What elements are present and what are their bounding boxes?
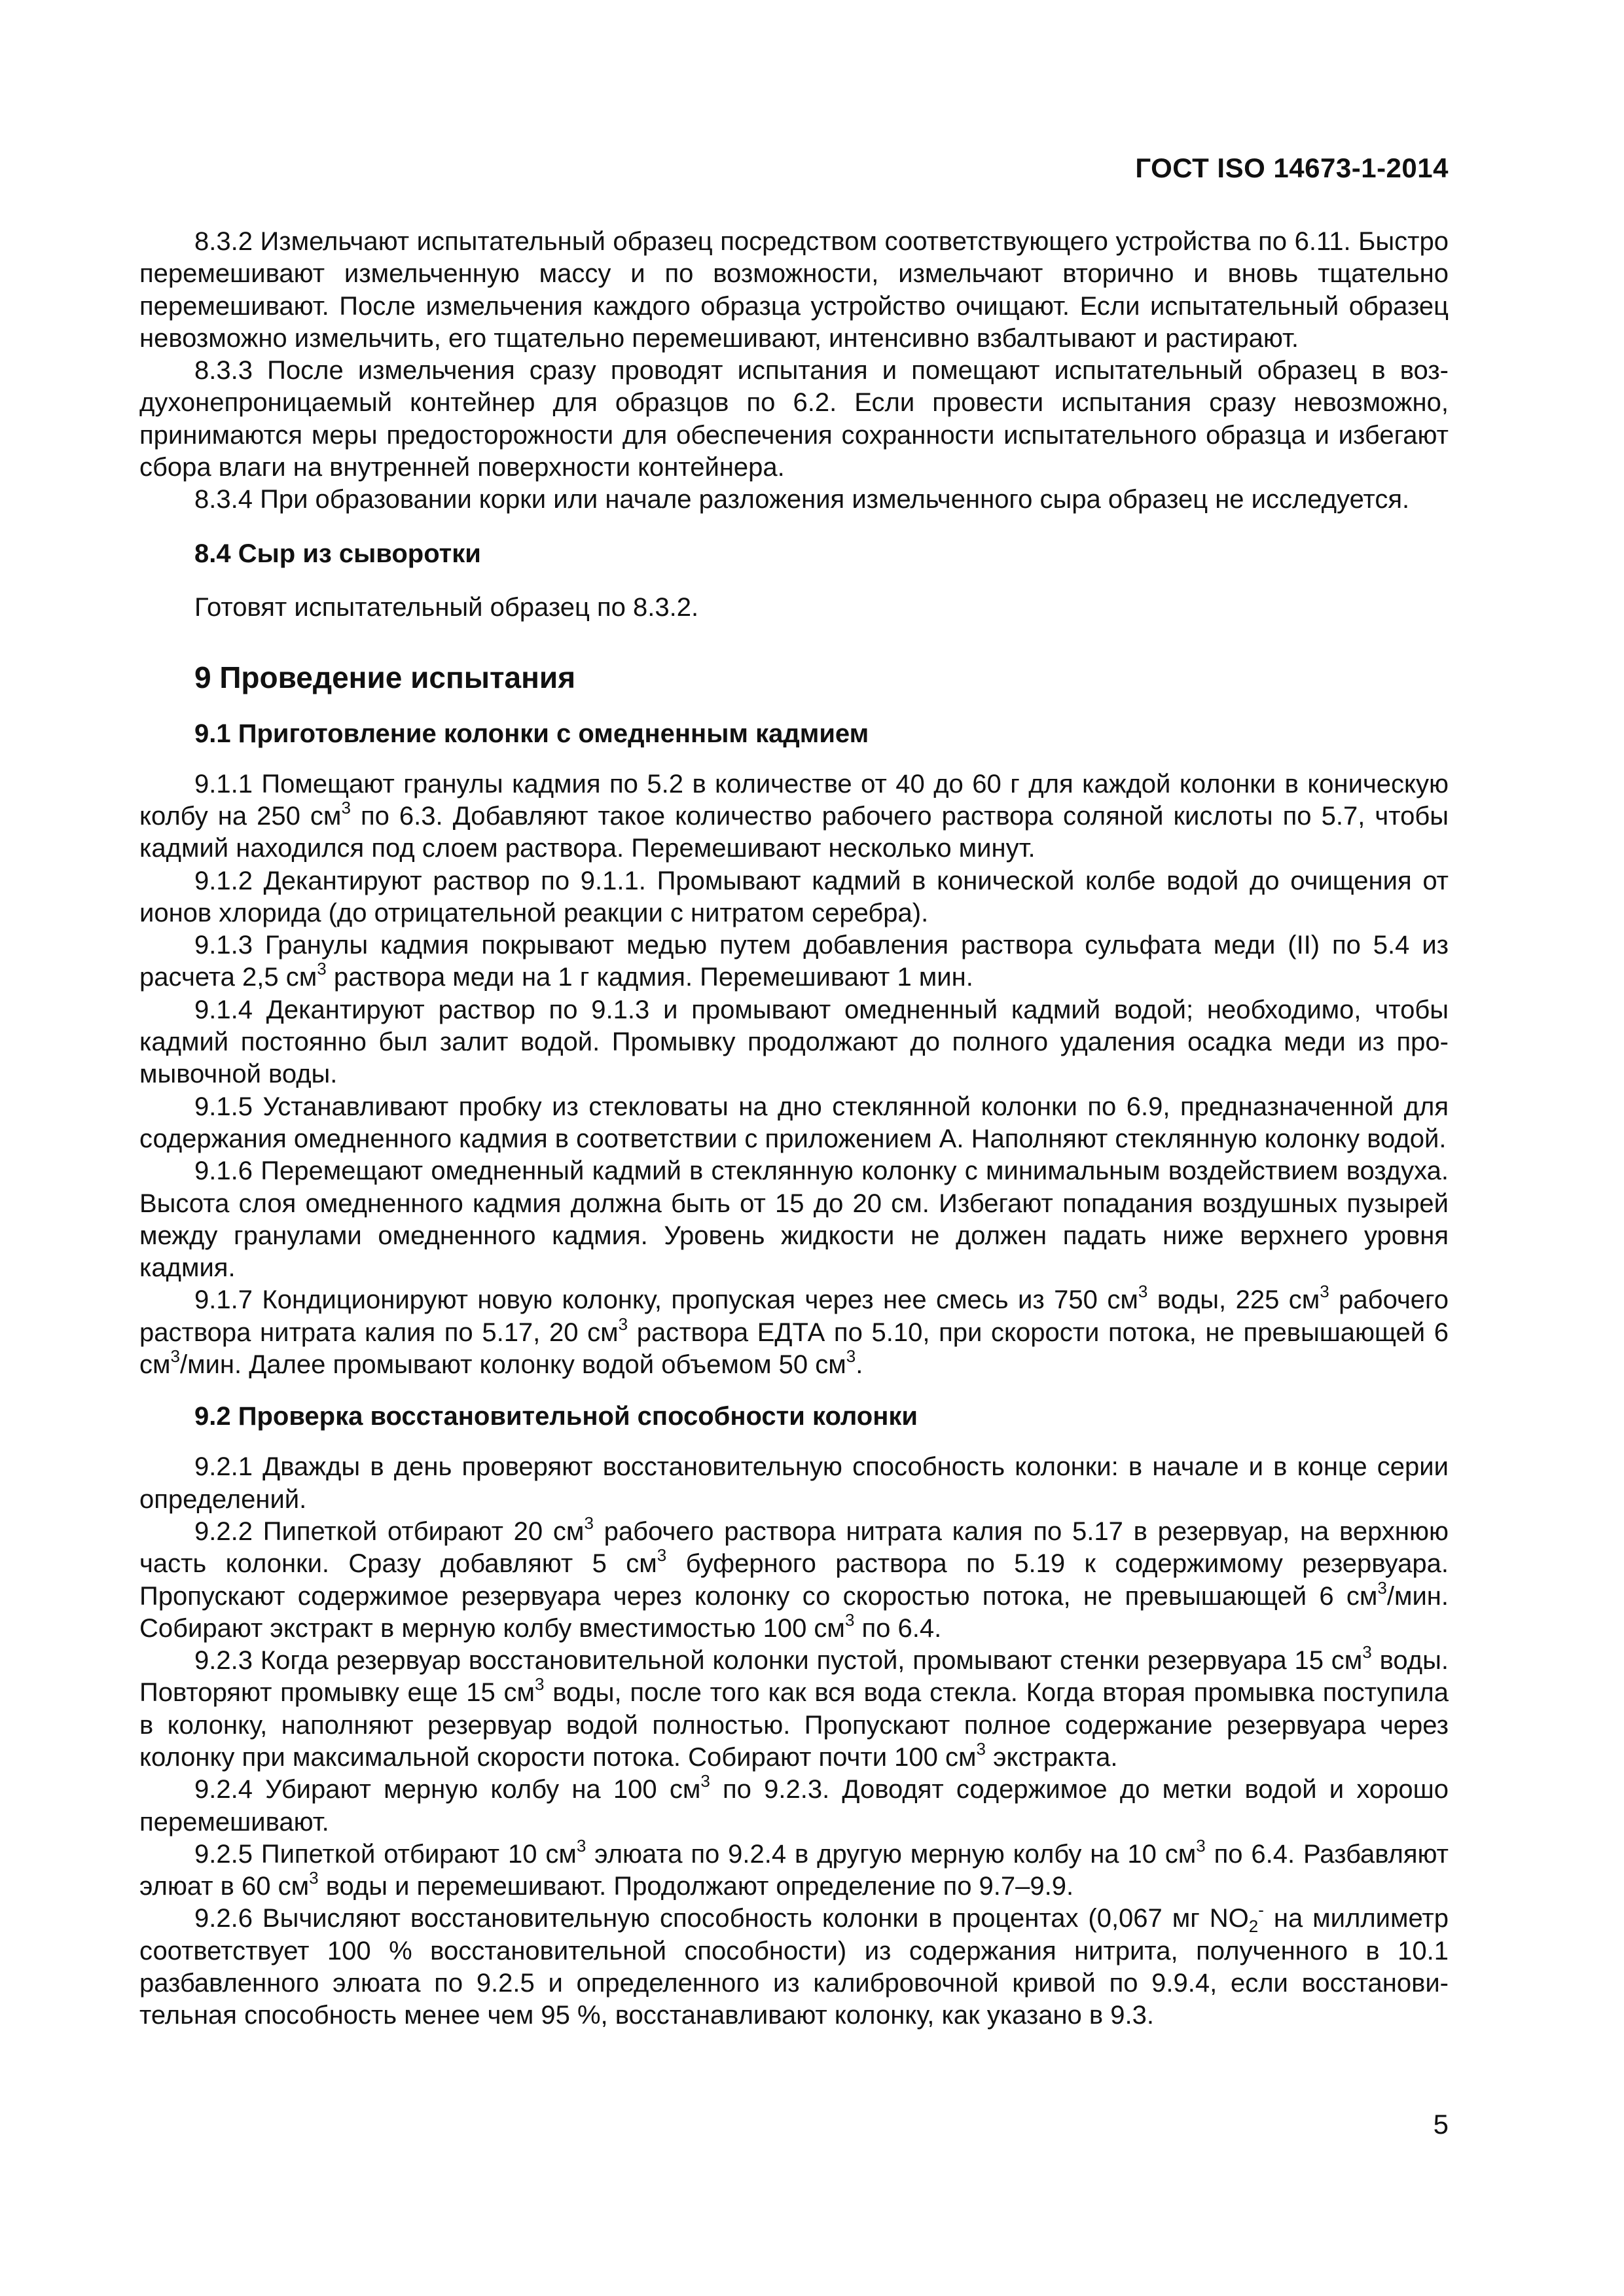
paragraph-9-1-6: 9.1.6 Перемещают омедненный кадмий в стеклянную колонку с минимальным воздействием воздуха. Высота слоя омедненного кадмия должна быть от 15 до 20 см. Избегают попадания воздушных пузырей между гранулами омедненного кадмия. Уровень жидкости не должен падать ниже верхнего уровня кадмия. [139,1157,1449,1283]
paragraph-9-1-5: 9.1.5 Устанавливают пробку из стекловаты на дно стеклянной колонки по 6.9, предназначенной для содержания омедненного кадмия в соответствии с приложением А. Наполняют стеклянную колонку водой. [139,1092,1449,1153]
paragraph-9-2-6: 9.2.6 Вычисляют восстановительную способность колонки в процентах (0,067 мг $NO_2^-$ на миллиметр соответствует 100 % восстановительной способности) из содержания нитрита, полученного в 10.1 разбавленного элюата по 9.2.5 и определенного из калибровочной кривой по 9.9.4, если восстановительная способность менее чем 95 %, восстанавливают колонку, как указано в 9.3. [139,1900,1449,2030]
superscript: 3 [846,1346,856,1367]
heading-section-9: 9 Проведение испытания [194,660,576,694]
paragraph-9-2-4: 9.2.4 Убирают мерную колбу на 100 $см^3$ по 9.2.3. Доводят содержимое до метки водой и хорошо перемешивают. [139,1771,1449,1837]
superscript: 3 [1377,1577,1387,1598]
paragraph-9-2-3: 9.2.3 Когда резервуар восстановительной колонки пустой, промывают стенки резервуара 15 $см^3$ воды. Повторяют промывку еще 15 $см^3$ воды, после того как вся вода стекла. Когда вторая промывка поступила в колонку, наполняют резервуар водой полностью. Пропускают полное содержание резервуара через колонку при максимальной скорости потока. Собирают почти 100 $см^3$ экстракта. [139,1642,1449,1772]
body-text [139,226,1449,2032]
paragraph-9-1-4: 9.1.4 Декантируют раствор по 9.1.3 и промывают омедненный кадмий водой; необходимо, чтобы кадмий постоянно был залит водой. Промывку продолжают до полного удаления осадка меди из промывочной воды. [139,995,1449,1089]
heading-9-1: 9.1 Приготовление колонки с омедненным кадмием [194,719,869,748]
superscript: 3 [844,1609,855,1630]
superscript: 3 [1362,1642,1372,1662]
heading-9-2: 9.2 Проверка восстановительной способности колонки [194,1402,918,1431]
page-number: 5 [1433,2109,1449,2140]
superscript: 3 [534,1674,545,1695]
superscript: 3 [1320,1282,1329,1302]
superscript: 3 [1138,1282,1148,1302]
paragraph-9-2-2: 9.2.2 Пипеткой отбирают 20 $см^3$ рабочего раствора нитрата калия по 5.17 в резервуар, на верхнюю часть колонки. Сразу добавляют 5 $см^3$ буферного раствора по 5.19 к содержимому резервуара. Пропускают содержимое резервуара через колонку со скоростью потока, не превышающей 6 $см^3$/мин. Собирают экстракт в мерную колбу вместимостью 100 $см^3$ по 6.4. [139,1513,1449,1643]
paragraph-8-3-3: 8.3.3 После измельчения сразу проводят испытания и помещают испытательный образец в воздухонепроницаемый контейнер для образцов по 6.2. Если провести испытания сразу невозможно, принимаются меры предосторожности для обеспечения сохранности испытательного образца и избегают сбора влаги на внутренней поверхности контейнера. [139,356,1449,482]
superscript: 3 [657,1545,667,1566]
heading-8-4: 8.4 Сыр из сыворотки [194,539,481,568]
paragraph-9-2-5: 9.2.5 Пипеткой отбирают 10 $см^3$ элюата по 9.2.4 в другую мерную колбу на 10 $см^3$ по 6.4. Разбавляют элюат в 60 $см^3$ воды и перемешивают. Продолжают определение по 9.7–9.9. [139,1835,1449,1901]
paragraph-8-3-2: 8.3.2 Измельчают испытательный образец посредством соответствующего устройства по 6.11. Быстро перемешивают измельченную массу и по возможности, измельчают вторично и вновь тщательно перемешивают. После измельчения каждого образца устройство очищают. Если испытательный образец невозможно измельчить, его тщательно перемешивают, интенсивно взбалтывают и растирают. [139,227,1449,353]
paragraph-8-4: Готовят испытательный образец по 8.3.2. [194,592,699,622]
superscript: 3 [341,797,351,817]
subscript: 2 [1248,1916,1259,1937]
superscript: 3 [170,1346,180,1367]
superscript: 3 [576,1835,586,1856]
superscript: 3 [1196,1835,1206,1856]
superscript: 3 [700,1771,710,1791]
paragraph-9-1-2: 9.1.2 Декантируют раствор по 9.1.1. Промывают кадмий в конической колбе водой до очищения от ионов хлорида (до отрицательной реакции с нитратом серебра). [139,866,1449,927]
superscript: - [1258,1900,1264,1920]
paragraph-9-1-1: 9.1.1 Помещают гранулы кадмия по 5.2 в количестве от 40 до 60 г для каждой колонки в коническую колбу на 250 $см^3$ по 6.3. Добавляют такое количество рабочего раствора соляной кислоты по 5.7, чтобы кадмий находился под слоем раствора. Перемешивают несколько минут. [139,769,1449,863]
paragraph-9-1-7: 9.1.7 Кондиционируют новую колонку, пропуская через нее смесь из 750 $см^3$ воды, 225 $см^3$ рабочего раствора нитрата калия по 5.17, 20 $см^3$ раствора ЕДТА по 5.10, при скорости потока, не превышающей 6 $см^3$/мин. Далее промывают колонку водой объемом 50 $см^3$. [139,1282,1449,1380]
paragraph-9-1-3: 9.1.3 Гранулы кадмия покрывают медью путем добавления раствора сульфата меди (II) по 5.4 из расчета 2,5 $см^3$ раствора меди на 1 г кадмия. Перемешивают 1 мин. [139,931,1449,992]
superscript: 3 [618,1314,628,1334]
paragraph-8-3-4: 8.3.4 При образовании корки или начале разложения измельченного сыра образец не исследуется. [194,485,1410,514]
superscript: 3 [317,959,327,979]
superscript: 3 [976,1738,986,1759]
standard-code-header: ГОСТ ISO 14673-1-2014 [1135,152,1449,183]
paragraph-9-2-1: 9.2.1 Дважды в день проверяют восстановительную способность колонки: в начале и в конце серии определений. [139,1452,1449,1514]
superscript: 3 [309,1868,319,1888]
superscript: 3 [584,1513,594,1533]
